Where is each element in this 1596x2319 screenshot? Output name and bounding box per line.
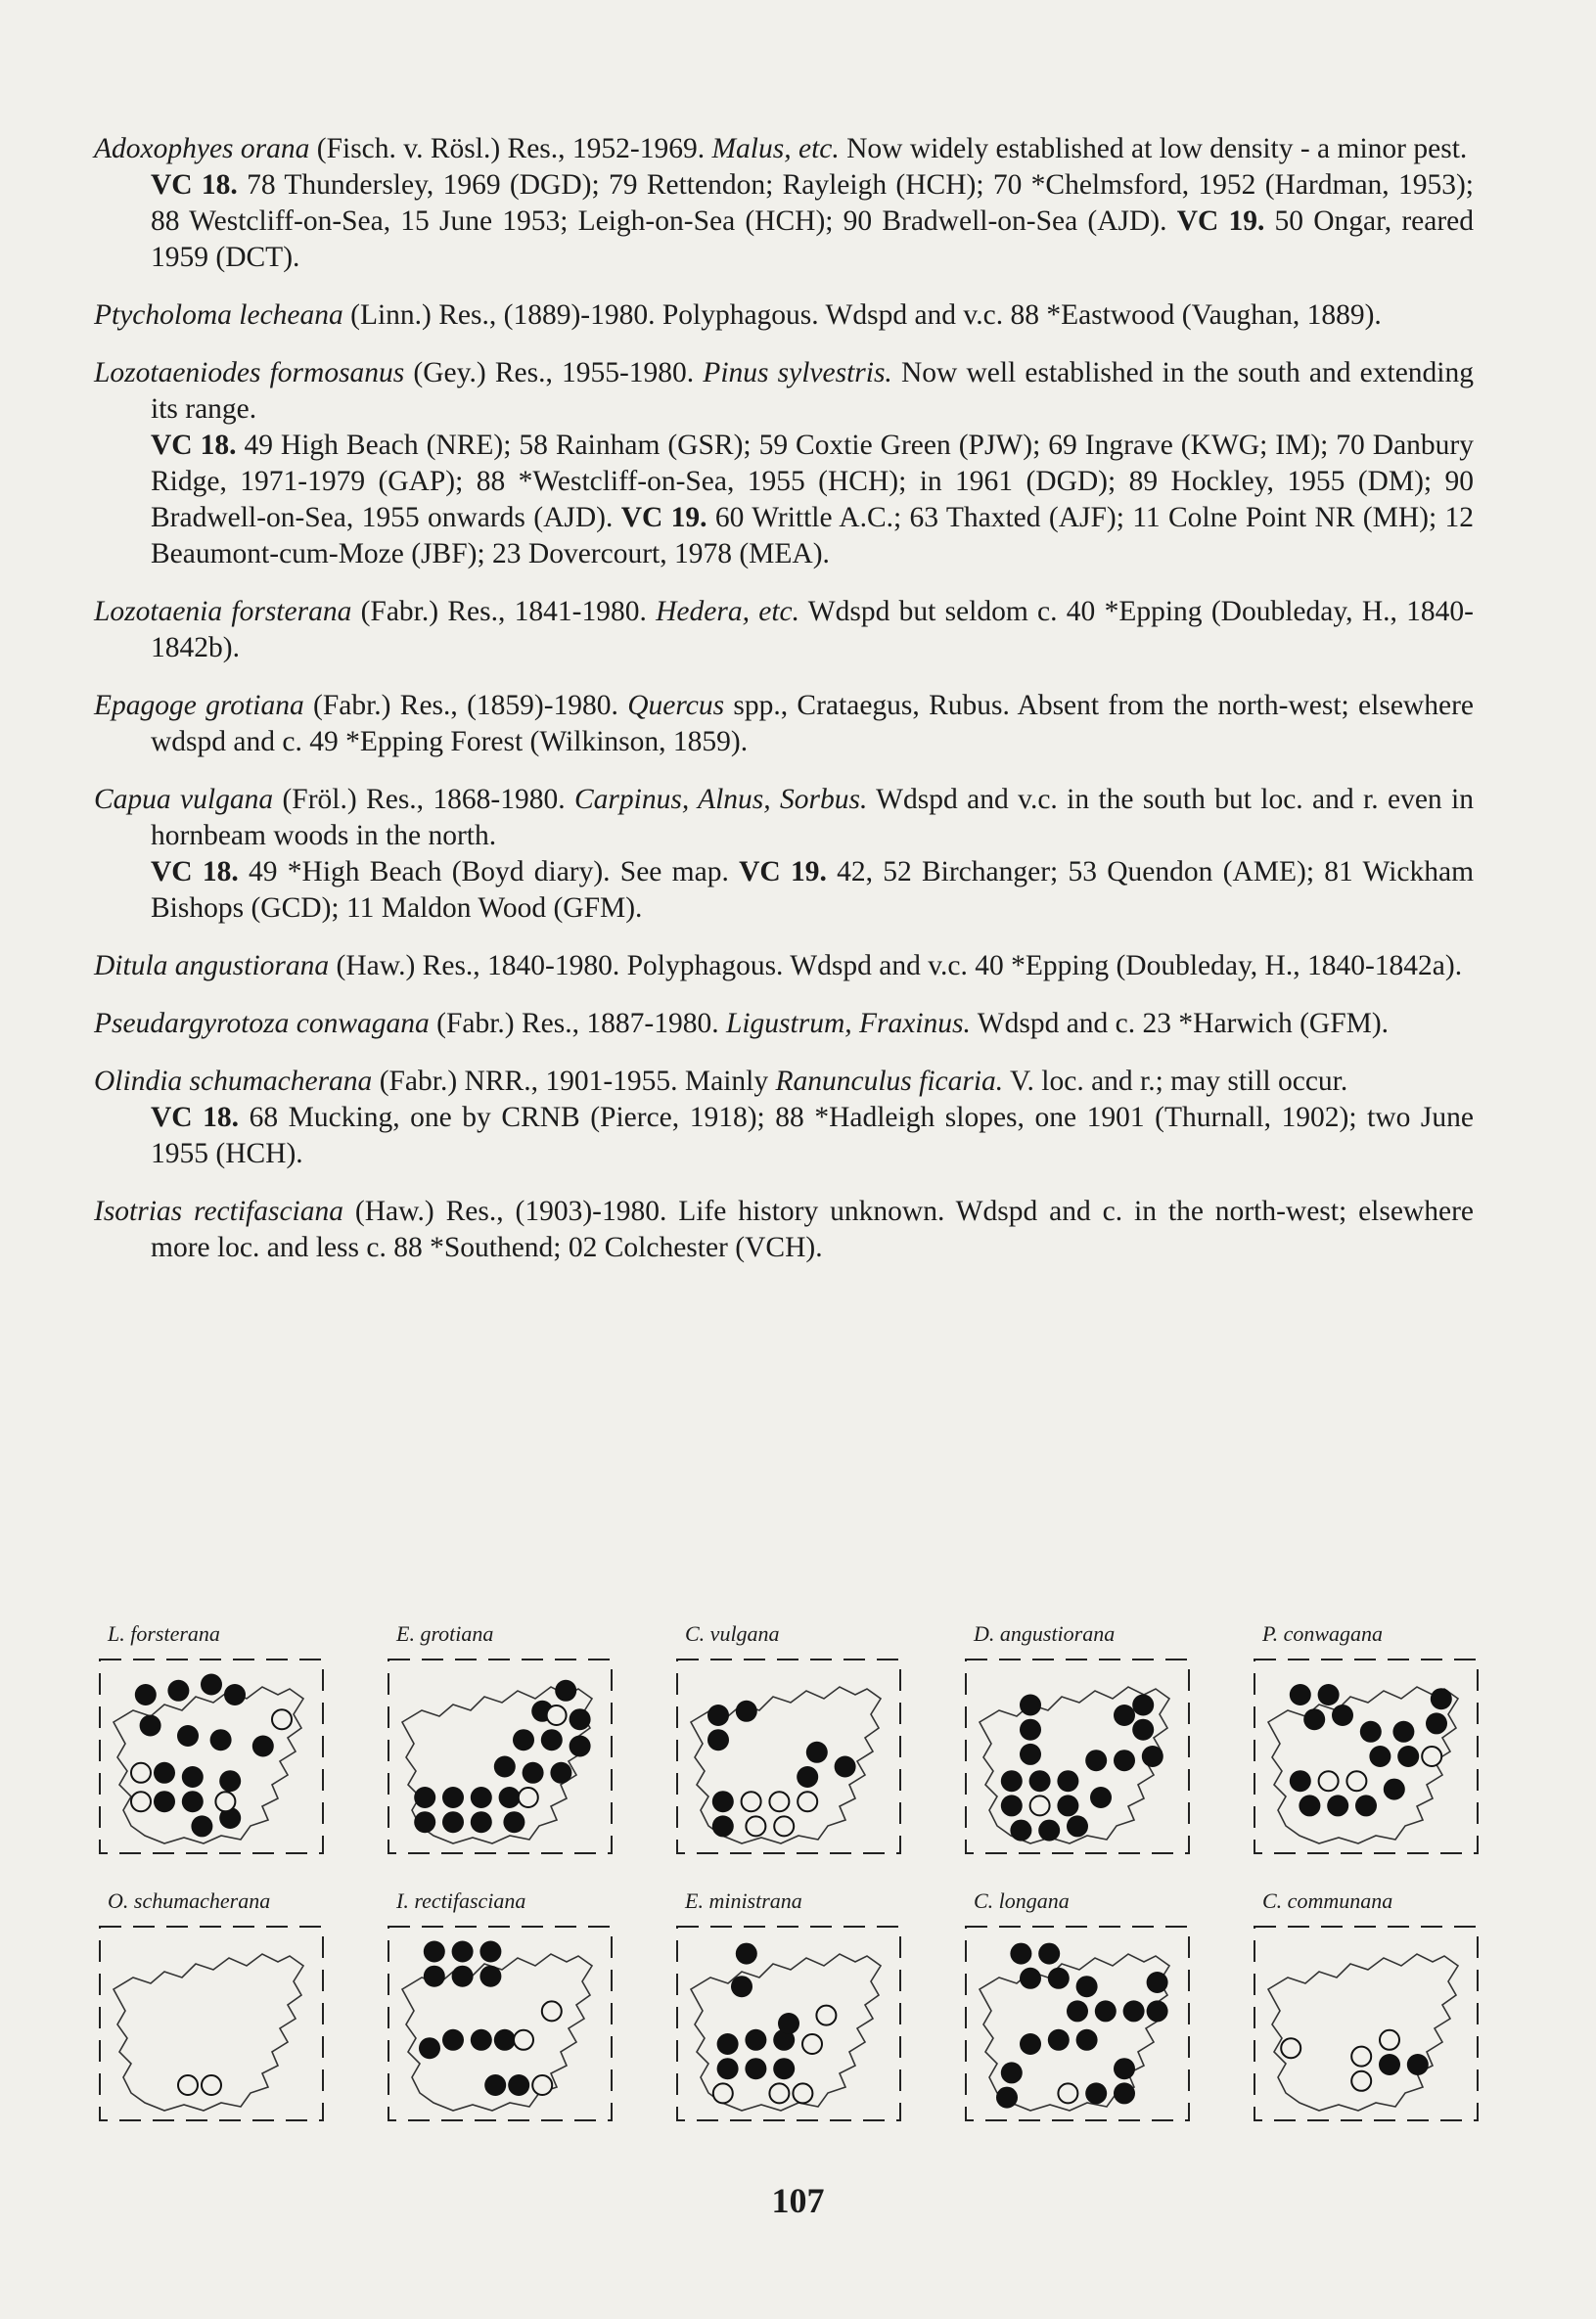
record-dot-filled [736, 1943, 757, 1965]
record-dot-filled [1048, 2029, 1070, 2051]
record-dot-filled [499, 1787, 521, 1808]
record-dot-filled [471, 1787, 492, 1808]
record-dot-filled [1010, 1820, 1031, 1842]
record-dot-filled [1029, 1770, 1051, 1792]
host-plants: Pinus sylvestris. [703, 357, 892, 388]
record-dot-filled [1299, 1795, 1320, 1816]
record-dot-filled [773, 2058, 795, 2079]
distribution-map [1249, 1614, 1483, 1864]
record-dot-filled [442, 2029, 464, 2051]
record-dot-filled [167, 1680, 189, 1702]
species-summary [94, 131, 1474, 167]
record-dot-filled [1048, 1968, 1070, 1989]
species-name: Lozotaeniodes formosanus [94, 357, 405, 388]
record-dot-filled [210, 1729, 232, 1751]
record-dot-filled [201, 1674, 222, 1696]
record-dot-filled [508, 2074, 529, 2096]
map-label: I. rectifasciana [396, 1888, 526, 1913]
distribution-map [1249, 1882, 1483, 2131]
distribution-map [383, 1882, 617, 2131]
record-dot-filled [1020, 1719, 1041, 1741]
species-entry [94, 782, 1474, 927]
map-svg [94, 1654, 329, 1859]
record-dot-filled [1147, 2000, 1168, 2022]
record-dot-filled [1090, 1787, 1112, 1808]
record-dot-open [802, 2034, 822, 2054]
entry-text: Wdspd and c. 23 *Harwich (GFM). [970, 1008, 1390, 1039]
host-plants: Malus, etc. [711, 133, 840, 164]
record-dot-filled [778, 2013, 799, 2034]
distribution-map [671, 1882, 906, 2131]
species-summary [94, 355, 1474, 428]
species-entry [94, 1064, 1474, 1172]
record-dot-open [532, 2075, 552, 2095]
species-name: Olindia schumacherana [94, 1066, 373, 1097]
record-dot-filled [707, 1705, 729, 1726]
species-summary [94, 782, 1474, 854]
entry-text: (Fabr.) Res., 1841-1980. [351, 596, 657, 627]
species-summary [94, 1194, 1474, 1266]
record-dot-open [769, 2083, 789, 2103]
record-dot-filled [182, 1791, 204, 1812]
record-dot-filled [570, 1736, 591, 1757]
vc-label: VC 19. [620, 502, 707, 533]
record-dot-filled [1379, 2054, 1400, 2075]
record-dot-filled [140, 1715, 161, 1737]
distribution-map [94, 1882, 329, 2131]
record-dot-filled [1426, 1712, 1447, 1734]
record-dot-filled [224, 1684, 246, 1705]
record-dot-open [1422, 1747, 1441, 1766]
species-summary [94, 688, 1474, 760]
map-svg [671, 1654, 906, 1859]
record-dot-filled [712, 1791, 734, 1812]
record-dot-filled [1114, 1705, 1135, 1726]
record-dot-filled [806, 1742, 828, 1763]
host-plants: Ranunculus ficaria. [775, 1066, 1004, 1097]
vc-text: 50 Ongar, reared 1959 (DCT). [151, 205, 1474, 273]
record-dot-filled [219, 1770, 241, 1792]
distribution-map [671, 1614, 906, 1864]
record-dot-filled [835, 1756, 856, 1778]
species-summary [94, 1006, 1474, 1042]
record-dot-filled [1114, 2082, 1135, 2104]
map-label: C. vulgana [685, 1621, 780, 1646]
record-dot-filled [452, 1941, 474, 1963]
record-dot-filled [1318, 1684, 1340, 1705]
vc-text: 42, 52 Birchanger; 53 Quendon (AME); 81 Wickham Bishops (GCD); 11 Maldon Wood (GFM). [151, 856, 1475, 924]
record-dot-filled [1095, 2000, 1117, 2022]
map-label: C. communana [1262, 1888, 1393, 1913]
species-name: Epagoge grotiana [94, 690, 304, 721]
distribution-maps [94, 1614, 1483, 2131]
entry-text: (Haw.) Res., 1840-1980. Polyphagous. Wdspd and v.c. 40 *Epping (Doubleday, H., 1840-1842a). [329, 950, 1463, 981]
map-svg [960, 1921, 1195, 2126]
record-dot-filled [745, 2029, 766, 2051]
record-dot-filled [1076, 1976, 1098, 1997]
entry-text: V. loc. and r.; may still occur. [1003, 1066, 1348, 1097]
species-name: Ptycholoma lecheana [94, 299, 343, 331]
record-dot-filled [1369, 1746, 1391, 1767]
vice-county-records [94, 428, 1474, 572]
record-dot-filled [1067, 1815, 1088, 1837]
record-dot-open [1030, 1796, 1050, 1815]
record-dot-filled [555, 1680, 576, 1702]
map-svg [383, 1654, 617, 1859]
record-dot-filled [1067, 2000, 1088, 2022]
record-dot-filled [570, 1708, 591, 1730]
record-dot-filled [1020, 2033, 1041, 2055]
species-entry [94, 355, 1474, 572]
entry-text: (Fabr.) Res., 1887-1980. [429, 1008, 726, 1039]
map-label: E. grotiana [396, 1621, 494, 1646]
record-dot-filled [1407, 2054, 1429, 2075]
record-dot-filled [494, 2029, 516, 2051]
species-summary [94, 594, 1474, 666]
record-dot-filled [707, 1729, 729, 1751]
vc-text: 60 Writtle A.C.; 63 Thaxted (AJF); 11 Colne Point NR (MH); 12 Beaumont-cum-Moze (JBF); 23 Dovercourt, 1978 (MEA). [151, 502, 1475, 569]
record-dot-filled [1085, 1750, 1107, 1771]
record-dot-open [713, 2083, 733, 2103]
host-plants: Ligustrum, Fraxinus. [725, 1008, 971, 1039]
entry-text: Wdspd and v.c. in the south but loc. and r. even in hornbeam woods in the north. [151, 784, 1474, 851]
record-dot-filled [479, 1966, 501, 1987]
record-dot-filled [1085, 2082, 1107, 2104]
entry-text: (Fröl.) Res., 1868-1980. [273, 784, 574, 815]
record-dot-open [1351, 2071, 1371, 2091]
record-dot-filled [1038, 1943, 1060, 1965]
vc-label: VC 19. [739, 856, 827, 887]
record-dot-filled [1020, 1695, 1041, 1716]
species-entry [94, 948, 1474, 984]
species-name: Isotrias rectifasciana [94, 1196, 343, 1227]
record-dot-open [202, 2075, 221, 2095]
record-dot-filled [414, 1811, 435, 1833]
record-dot-filled [1332, 1705, 1353, 1726]
record-dot-filled [1132, 1695, 1154, 1716]
record-dot-filled [1147, 1972, 1168, 1993]
entry-text: (Fabr.) NRR., 1901-1955. Mainly [372, 1066, 776, 1097]
record-dot-filled [1290, 1770, 1311, 1792]
distribution-map [960, 1882, 1195, 2131]
species-entry [94, 1006, 1474, 1042]
map-label: C. longana [974, 1888, 1070, 1913]
vc-text: 68 Mucking, one by CRNB (Pierce, 1918); 88 *Hadleigh slopes, one 1901 (Thurnall, 1902); two June 1955 (HCH). [151, 1102, 1474, 1169]
record-dot-filled [550, 1762, 571, 1784]
record-dot-filled [513, 1729, 534, 1751]
map-svg [671, 1921, 906, 2126]
entry-text: Now well established in the south and extending its range. [151, 357, 1474, 425]
species-summary [94, 948, 1474, 984]
record-dot-open [798, 1792, 817, 1811]
vc-label: VC 18. [151, 856, 239, 887]
map-svg [960, 1654, 1195, 1859]
record-dot-filled [1001, 1795, 1023, 1816]
map-row-1 [94, 1614, 1483, 1864]
species-entry [94, 1194, 1474, 1266]
entry-text: spp., Crataegus, Rubus. Absent from the north-west; elsewhere wdspd and c. 49 *Epping Forest (Wilkinson, 1859). [151, 690, 1474, 757]
record-dot-filled [1132, 1719, 1154, 1741]
species-accounts [94, 131, 1474, 1288]
record-dot-open [774, 1816, 794, 1836]
record-dot-open [131, 1792, 151, 1811]
record-dot-open [547, 1705, 567, 1725]
record-dot-filled [154, 1762, 175, 1784]
record-dot-open [1281, 2038, 1300, 2058]
vc-text: 49 High Beach (NRE); 58 Rainham (GSR); 59 Coxtie Green (PJW); 69 Ingrave (KWG; IM); 70 Danbury Ridge, 1971-1979 (GAP); 88 *Westcliff-on-Sea, 1955 (HCH); in 1961 (DGD); 89 Hockley, 1955 (DM); 90 Bradwell-on-Sea, 1955 onwards (AJD). [151, 430, 1475, 533]
record-dot-filled [736, 1701, 757, 1722]
record-dot-open [272, 1709, 292, 1729]
map-row-2 [94, 1882, 1483, 2131]
record-dot-filled [1114, 2058, 1135, 2079]
record-dot-filled [1431, 1688, 1452, 1709]
species-summary [94, 1064, 1474, 1100]
record-dot-open [542, 2001, 562, 2021]
vice-county-records [94, 854, 1474, 927]
record-dot-filled [452, 1966, 474, 1987]
record-dot-filled [1392, 1721, 1414, 1743]
species-name: Ditula angustiorana [94, 950, 330, 981]
record-dot-filled [494, 1756, 516, 1778]
record-dot-filled [1114, 1750, 1135, 1771]
map-label: O. schumacherana [108, 1888, 271, 1913]
record-dot-filled [1290, 1684, 1311, 1705]
record-dot-open [1351, 2047, 1371, 2067]
record-dot-filled [252, 1736, 274, 1757]
record-dot-filled [745, 2058, 766, 2079]
distribution-map [94, 1614, 329, 1864]
record-dot-filled [471, 2029, 492, 2051]
record-dot-filled [712, 1815, 734, 1837]
record-dot-filled [471, 1811, 492, 1833]
record-dot-filled [523, 1762, 544, 1784]
record-dot-filled [479, 1941, 501, 1963]
species-entry [94, 594, 1474, 666]
map-svg [383, 1921, 617, 2126]
distribution-map [960, 1614, 1195, 1864]
record-dot-open [178, 2075, 198, 2095]
entry-text: Wdspd but seldom c. 40 *Epping (Doubleday, H., 1840-1842b). [151, 596, 1474, 663]
record-dot-open [769, 1792, 789, 1811]
map-svg [1249, 1654, 1483, 1859]
record-dot-filled [503, 1811, 524, 1833]
vc-text: 49 *High Beach (Boyd diary). See map. [238, 856, 740, 887]
record-dot-filled [1384, 1779, 1405, 1800]
entry-text: (Gey.) Res., 1955-1980. [404, 357, 704, 388]
record-dot-filled [1038, 1820, 1060, 1842]
entry-text: Now widely established at low density - a minor pest. [839, 133, 1468, 164]
species-entry [94, 297, 1474, 334]
record-dot-filled [1057, 1795, 1078, 1816]
species-summary [94, 297, 1474, 334]
record-dot-open [131, 1763, 151, 1783]
vc-label: VC 18. [151, 1102, 240, 1133]
vc-label: VC 18. [151, 430, 237, 461]
record-dot-filled [1360, 1721, 1382, 1743]
record-dot-open [215, 1792, 235, 1811]
record-dot-filled [1397, 1746, 1419, 1767]
record-dot-filled [731, 1976, 752, 1997]
vice-county-records [94, 1100, 1474, 1172]
record-dot-open [746, 1816, 765, 1836]
record-dot-filled [1076, 2029, 1098, 2051]
host-plants: Carpinus, Alnus, Sorbus. [574, 784, 868, 815]
record-dot-filled [1327, 1795, 1348, 1816]
record-dot-filled [1020, 1968, 1041, 1989]
record-dot-filled [541, 1729, 563, 1751]
entry-text: (Haw.) Res., (1903)-1980. Life history unknown. Wdspd and c. in the north-west; elsewhere more loc. and less c. 88 *Southend; 02 Colchester (VCH). [151, 1196, 1475, 1263]
record-dot-filled [484, 2074, 506, 2096]
record-dot-filled [717, 2033, 739, 2055]
record-dot-filled [996, 2087, 1018, 2109]
map-svg [1249, 1921, 1483, 2126]
page-number: 107 [771, 2181, 825, 2220]
distribution-map [383, 1614, 617, 1864]
species-entry [94, 131, 1474, 276]
record-dot-open [816, 2006, 836, 2025]
map-label: D. angustiorana [974, 1621, 1116, 1646]
record-dot-filled [442, 1811, 464, 1833]
record-dot-filled [1001, 1770, 1023, 1792]
record-dot-filled [442, 1787, 464, 1808]
map-label: E. ministrana [685, 1888, 802, 1913]
record-dot-filled [1010, 1943, 1031, 1965]
record-dot-open [519, 1788, 538, 1807]
species-name: Adoxophyes orana [94, 133, 310, 164]
record-dot-filled [154, 1791, 175, 1812]
record-dot-filled [424, 1966, 445, 1987]
vc-text: 78 Thundersley, 1969 (DGD); 79 Rettendon; Rayleigh (HCH); 70 *Chelmsford, 1952 (Hardman, 1953); 88 Westcliff-on-Sea, 15 June 1953; Leigh-on-Sea (HCH); 90 Bradwell-on-Sea (AJD). [151, 169, 1474, 237]
record-dot-filled [424, 1941, 445, 1963]
record-dot-open [514, 2030, 533, 2050]
record-dot-filled [191, 1815, 212, 1837]
record-dot-filled [1123, 2000, 1145, 2022]
map-svg [94, 1921, 329, 2126]
vc-label: VC 19. [1176, 205, 1265, 237]
entry-text: (Linn.) Res., (1889)-1980. Polyphagous. Wdspd and v.c. 88 *Eastwood (Vaughan, 1889). [342, 299, 1382, 331]
record-dot-open [1319, 1771, 1339, 1791]
record-dot-filled [414, 1787, 435, 1808]
record-dot-open [1346, 1771, 1366, 1791]
record-dot-filled [1057, 1770, 1078, 1792]
entry-text: (Fisch. v. Rösl.) Res., 1952-1969. [309, 133, 712, 164]
record-dot-open [793, 2083, 812, 2103]
record-dot-filled [419, 2037, 440, 2059]
record-dot-filled [1142, 1746, 1163, 1767]
record-dot-filled [1303, 1708, 1325, 1730]
map-label: L. forsterana [108, 1621, 220, 1646]
host-plants: Hedera, etc. [656, 596, 799, 627]
record-dot-filled [182, 1766, 204, 1788]
host-plants: Quercus [627, 690, 725, 721]
record-dot-open [1380, 2030, 1399, 2050]
species-entry [94, 688, 1474, 760]
record-dot-filled [717, 2058, 739, 2079]
record-dot-filled [797, 1766, 818, 1788]
vc-label: VC 18. [151, 169, 238, 201]
map-label: P. conwagana [1262, 1621, 1384, 1646]
record-dot-filled [1355, 1795, 1377, 1816]
entry-text: (Fabr.) Res., (1859)-1980. [303, 690, 628, 721]
record-dot-filled [1020, 1744, 1041, 1765]
record-dot-filled [1001, 2062, 1023, 2083]
species-name: Capua vulgana [94, 784, 274, 815]
record-dot-open [1058, 2083, 1077, 2103]
species-name: Pseudargyrotoza conwagana [94, 1008, 430, 1039]
record-dot-filled [135, 1684, 157, 1705]
vice-county-records [94, 167, 1474, 276]
species-name: Lozotaenia forsterana [94, 596, 352, 627]
record-dot-open [742, 1792, 761, 1811]
record-dot-filled [177, 1725, 199, 1747]
